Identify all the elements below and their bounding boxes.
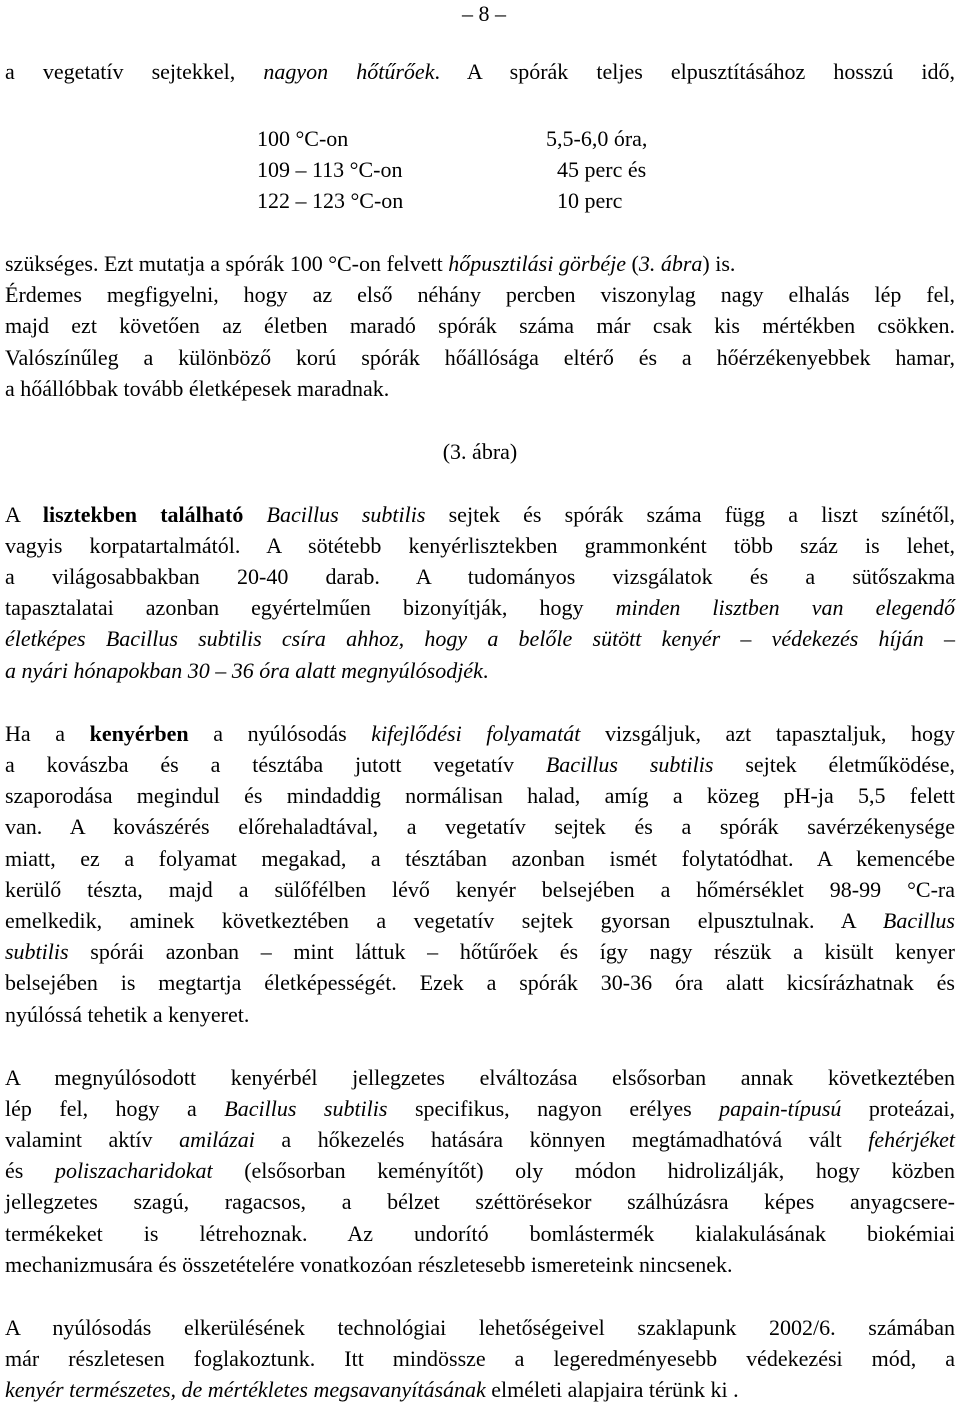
text-line: a hőállóbbak tovább életképesek maradnak. (5, 376, 390, 401)
text-line: nyúlóssá tehetik a kenyeret. (5, 1002, 250, 1027)
text-line: és poliszacharidokat (elsősorban keményítőt) oly módon hidrolizálják, hogy közben (5, 1158, 955, 1183)
text-line: Érdemes megfigyelni, hogy az első néhány percben viszonylag nagy elhalás lép fel, (5, 282, 955, 307)
table-cell-time: 10 perc (546, 188, 623, 213)
table-cell-temp: 109 – 113 °C-on (257, 157, 403, 182)
text-line: a kovászba és a tésztába jutott vegetatív Bacillus subtilis sejtek életműködése, (5, 752, 955, 777)
text-line: emelkedik, aminek következtében a vegetatív sejtek gyorsan elpusztulnak. A Bacillus (5, 908, 955, 933)
text-line: A nyúlósodás elkerülésének technológiai lehetőségeivel szaklapunk 2002/6. számában (5, 1315, 955, 1340)
text-line: már részletesen foglakoztunk. Itt mindössze a legeredményesebb védekezési mód, a (5, 1346, 955, 1371)
text-line: miatt, ez a folyamat megakad, a tésztában azonban ismét folytatódhat. A kemencébe (5, 846, 955, 871)
text-line: van. A kovászérés előrehaladtával, a vegetatív sejtek és a spórák savérzékenysége (5, 814, 955, 839)
text-line: lép fel, hogy a Bacillus subtilis specifikus, nagyon erélyes papain-típusú proteázai, (5, 1096, 955, 1121)
text-line: vagyis korpatartalmától. A sötétebb kenyérlisztekben grammonként több száz is lehet, (5, 533, 955, 558)
table-cell-time: 45 perc és (546, 157, 647, 182)
text-line: a vegetatív sejtekkel, nagyon hőtűrőek. A spórák teljes elpusztításához hosszú idő, (5, 59, 956, 84)
text-line: kenyér természetes, de mértékletes megsavanyításának elméleti alapjaira térünk ki . (5, 1377, 739, 1402)
text-line: a világosabbakban 20-40 darab. A tudományos vizsgálatok és a sütőszakma (5, 564, 955, 589)
text-line: majd ezt követően az életben maradó spórák száma már csak kis mértékben csökken. (5, 313, 955, 338)
text-line: A lisztekben található Bacillus subtilis sejtek és spórák száma függ a liszt színétől, (5, 502, 955, 527)
figure-caption: (3. ábra) (442, 439, 518, 464)
text-line: A megnyúlósodott kenyérbél jellegzetes elváltozása elsősorban annak következtében (5, 1065, 955, 1090)
text-line: Ha a kenyérben a nyúlósodás kifejlődési folyamatát vizsgáljuk, azt tapasztaljuk, hogy (5, 721, 956, 746)
text-line: valamint aktív amilázai a hőkezelés hatására könnyen megtámadhatóvá vált fehérjéket (5, 1127, 955, 1152)
text-line: tapasztalatai azonban egyértelműen bizonyítják, hogy minden lisztben van elegendő (5, 595, 955, 620)
table-cell-temp: 122 – 123 °C-on (257, 188, 404, 213)
text-line: termékeket is létrehoznak. Az undorító bomlástermék kialakulásának biokémiai (5, 1221, 955, 1246)
text-line: belsejében is megtartja életképességét. Ezek a spórák 30-36 óra alatt kicsírázhatnak és (5, 970, 955, 995)
table-cell-time: 5,5-6,0 óra, (546, 126, 648, 151)
text-line: mechanizmusára és összetételére vonatkozóan részletesebb ismereteink nincsenek. (5, 1252, 733, 1277)
text-line: a nyári hónapokban 30 – 36 óra alatt megnyúlósodjék. (5, 658, 489, 683)
text-line: szükséges. Ezt mutatja a spórák 100 °C-on felvett hőpusztilási görbéje (3. ábra) is. (5, 251, 736, 276)
text-line: Valószínűleg a különböző korú spórák hőállósága eltérő és a hőérzékenyebbek hamar, (5, 345, 955, 370)
text-line: életképes Bacillus subtilis csíra ahhoz, hogy a belőle sütött kenyér – védekezés híján – (5, 626, 955, 651)
text-line: kerülő tészta, majd a sülőfélben lévő kenyér belsejében a hőmérséklet 98-99 °C-ra (5, 877, 955, 902)
text-line: subtilis spórái azonban – mint láttuk – hőtűrőek és így nagy részük a kisült kenyer (5, 939, 955, 964)
text-line: jellegzetes szagú, ragacsos, a bélzet széttörésekor szálhúzásra képes anyagcsere- (5, 1189, 955, 1214)
page-number: – 8 – (462, 1, 506, 26)
text-line: szaporodása megindul és mindaddig normálisan halad, amíg a közeg pH-ja 5,5 felett (5, 783, 955, 808)
table-cell-temp: 100 °C-on (257, 126, 349, 151)
